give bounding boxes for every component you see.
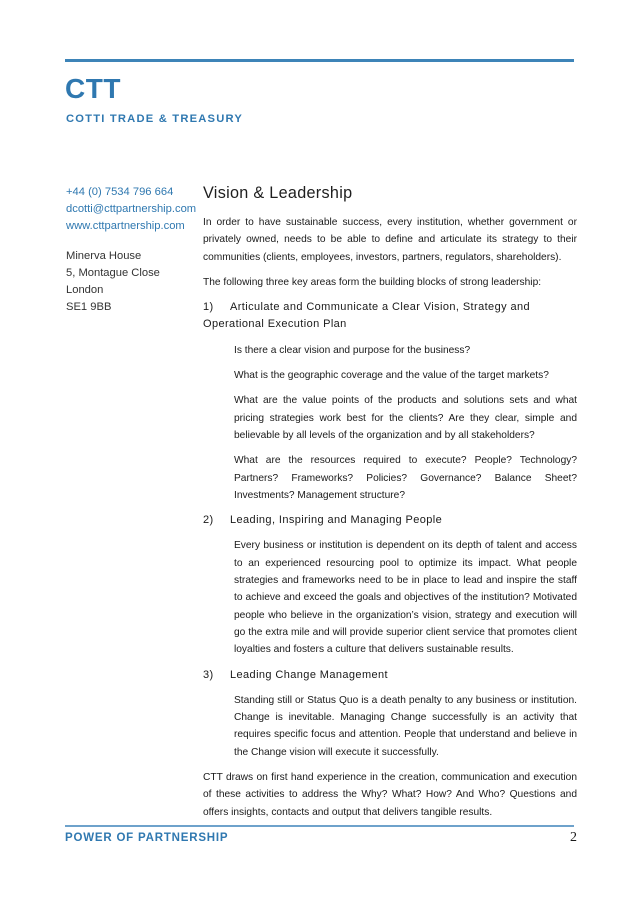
address-line: 5, Montague Close [66,267,160,279]
postal-address [66,248,201,316]
section-title: Articulate and Communicate a Clear Vision, Strategy and Operational Execution Plan [203,301,530,331]
section-body-3 [203,692,577,761]
contact-sidebar [66,184,201,316]
brand-name: CTT [65,73,121,104]
page-title: Vision & Leadership [203,184,353,202]
section-heading-2 [203,512,577,529]
section-number: 2) [203,514,214,527]
header-rule [65,59,574,62]
body-paragraph: Standing still or Status Quo is a death penalty to any business or institution. Change is inevitable. Managing Change successfully is an activity that requires specific focus and attention. People that understand and believe in the Change vision will execute it successfully. [234,694,577,758]
section-number: 1) [203,301,214,314]
section-number: 3) [203,668,214,681]
section-heading-1 [203,299,577,334]
section-heading-3 [203,667,577,684]
intro-paragraph: In order to have sustainable success, every institution, whether government or privately owned, needs to be able to define and articulate its strategy to their communities (clients, employees, investors, partners, regulators, shareholders). [203,217,577,263]
website-link[interactable]: www.cttpartnership.com [66,220,185,232]
email-link[interactable]: dcotti@cttpartnership.com [66,203,197,215]
section-body-2 [203,537,577,658]
lead-in-paragraph: The following three key areas form the building blocks of strong leadership: [203,276,542,288]
address-line: Minerva House [66,250,142,262]
question-paragraph: What are the resources required to execute? People? Technology? Partners? Frameworks? Policies? Governance? Balance Sheet? Investments? Management structure? [234,455,577,501]
phone-number[interactable]: +44 (0) 7534 796 664 [66,186,174,198]
page-number: 2 [570,830,577,845]
section-body-1 [203,342,577,504]
main-content [203,184,577,829]
question-paragraph: What are the value points of the products and solutions sets and what pricing strategies work best for the clients? Are they clear, simple and believable by all levels of the organization and by all stakeholders? [234,395,577,441]
footer-tagline: POWER OF PARTNERSHIP [65,832,229,844]
section-title: Leading Change Management [230,668,389,681]
section-title: Leading, Inspiring and Managing People [230,514,443,527]
question-paragraph: Is there a clear vision and purpose for the business? [234,344,471,356]
brand-subtitle: COTTI TRADE & TREASURY [66,113,244,125]
address-line: SE1 9BB [66,301,112,313]
body-paragraph: Every business or institution is dependent on its depth of talent and access to an experienced resourcing pool to optimize its impact. What people strategies and frameworks need to be in place to lead and inspire the staff to achieve and exceed the goals and objectives of the institution? Motivated people who believe in the organization’s vision, strategy and execution will go the extra mile and will provide superior client service that promotes client loyalties and fosters a culture that delivers sustainable results. [234,540,577,656]
address-line: London [66,284,104,296]
question-paragraph: What is the geographic coverage and the value of the target markets? [234,370,549,382]
closing-paragraph: CTT draws on first hand experience in the creation, communication and execution of these activities to address the Why? What? How? And Who? Questions and offers insights, contacts and output that delivers tangible results. [203,772,577,818]
footer-rule [65,825,574,827]
